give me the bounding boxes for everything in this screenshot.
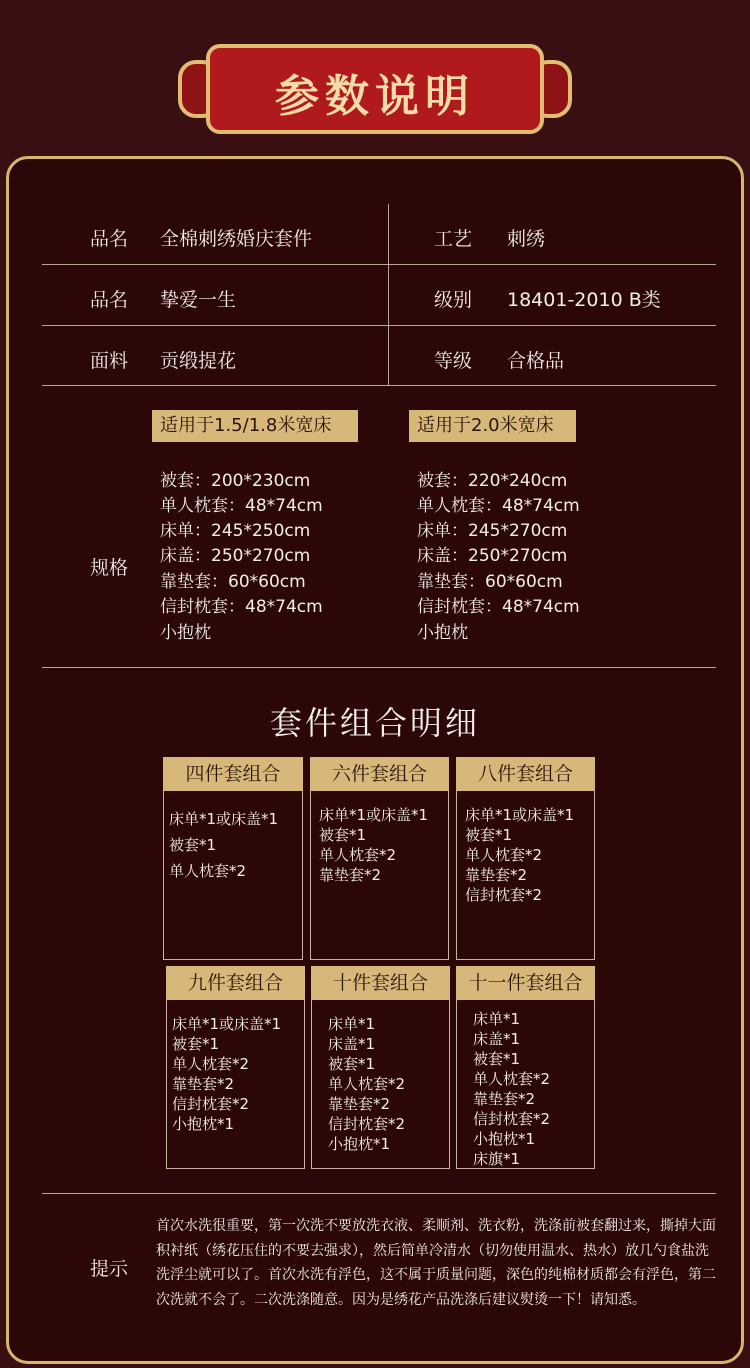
param-value: 合格品	[507, 350, 565, 372]
combo-header: 十件套组合	[311, 966, 450, 1000]
combo-item: 床单*1或床盖*1	[172, 1015, 282, 1033]
param-value: 全棉刺绣婚庆套件	[160, 228, 313, 250]
param-row-divider	[42, 385, 716, 386]
spec-item: 被套：220*240cm	[417, 471, 568, 491]
section-divider	[42, 1193, 716, 1194]
param-label: 品名	[90, 289, 129, 311]
combo-item: 床单*1	[473, 1010, 521, 1028]
combo-item: 信封枕套*2	[172, 1095, 250, 1113]
combo-item: 小抱枕*1	[328, 1135, 391, 1153]
spec-item: 单人枕套：48*74cm	[160, 496, 323, 516]
combo-item-list	[172, 1014, 281, 1134]
combo-item: 信封枕套*2	[328, 1115, 406, 1133]
combo-item: 单人枕套*2	[465, 846, 543, 864]
tip-text: 首次水洗很重要，第一次洗不要放洗衣液、柔顺剂、洗衣粉，洗涤前被套翻过来，撕掉大面积衬纸（绣花压住的不要去强求），然后简单冷清水（切勿使用温水、热水）放几勺食盐洗洗浮尘就可以了。首次水洗有浮色，这不属于质量问题，深色的纯棉材质都会有浮色，第二次洗就不会了。二次洗涤随意。因为是绣花产品洗涤后建议熨烫一下！请知悉。	[156, 1218, 716, 1308]
combo-header: 六件套组合	[310, 757, 449, 791]
spec-item: 被套：200*230cm	[160, 471, 311, 491]
combo-header: 四件套组合	[163, 757, 303, 791]
combo-item: 靠垫套*2	[328, 1095, 391, 1113]
param-value: 刺绣	[507, 228, 546, 250]
combo-item: 单人枕套*2	[169, 862, 247, 880]
spec-column-header: 适用于1.5/1.8米宽床	[152, 410, 358, 442]
param-label: 级别	[434, 289, 473, 311]
combo-item: 单人枕套*2	[172, 1055, 250, 1073]
combo-item-list	[319, 805, 428, 885]
combo-item-list	[473, 1009, 550, 1169]
combo-item: 靠垫套*2	[465, 866, 528, 884]
param-label: 等级	[434, 350, 473, 372]
combo-item: 床单*1或床盖*1	[465, 806, 575, 824]
param-row-divider	[42, 264, 716, 265]
combo-item: 小抱枕*1	[473, 1130, 536, 1148]
param-value: 贡缎提花	[160, 350, 237, 372]
spec-item: 信封枕套：48*74cm	[160, 597, 323, 617]
combo-item: 小抱枕*1	[172, 1115, 235, 1133]
spec-item: 小抱枕	[160, 623, 211, 643]
combo-item: 被套*1	[319, 826, 367, 844]
combo-item: 被套*1	[465, 826, 513, 844]
combo-item: 床盖*1	[328, 1035, 376, 1053]
spec-item: 床盖：250*270cm	[417, 546, 568, 566]
spec-item: 床盖：250*270cm	[160, 546, 311, 566]
combo-item: 信封枕套*2	[465, 886, 543, 904]
combo-item-list	[328, 1014, 405, 1154]
combo-header: 九件套组合	[166, 966, 305, 1000]
combo-item-list	[169, 806, 278, 884]
combo-item: 靠垫套*2	[172, 1075, 235, 1093]
section-divider	[42, 667, 716, 668]
spec-item: 小抱枕	[417, 623, 468, 643]
param-label: 品名	[90, 228, 129, 250]
combo-item: 被套*1	[473, 1050, 521, 1068]
combo-item: 靠垫套*2	[473, 1090, 536, 1108]
combo-item: 被套*1	[172, 1035, 220, 1053]
combo-item: 床盖*1	[473, 1030, 521, 1048]
title-plaque	[178, 44, 572, 134]
combo-item-list	[465, 805, 574, 905]
param-label: 工艺	[434, 228, 473, 250]
combo-item: 被套*1	[169, 836, 217, 854]
combo-item: 床单*1或床盖*1	[319, 806, 429, 824]
spec-item: 信封枕套：48*74cm	[417, 597, 580, 617]
tip-label: 提示	[90, 1258, 129, 1280]
param-value: 18401-2010 B类	[507, 289, 661, 311]
combo-item: 被套*1	[328, 1055, 376, 1073]
combo-item: 床旗*1	[473, 1150, 521, 1168]
combo-item: 信封枕套*2	[473, 1110, 551, 1128]
spec-column-header: 适用于2.0米宽床	[409, 410, 576, 442]
param-table-divider	[388, 204, 389, 386]
combo-item: 床单*1	[328, 1015, 376, 1033]
combo-header: 八件套组合	[456, 757, 595, 791]
param-label: 面料	[90, 350, 129, 372]
combo-item: 靠垫套*2	[319, 866, 382, 884]
combo-header: 十一件套组合	[456, 966, 595, 1000]
combo-item: 床单*1或床盖*1	[169, 810, 279, 828]
spec-item: 靠垫套：60*60cm	[160, 572, 306, 592]
combo-item: 单人枕套*2	[328, 1075, 406, 1093]
combo-item: 单人枕套*2	[473, 1070, 551, 1088]
spec-item: 床单：245*250cm	[160, 521, 311, 541]
spec-item: 靠垫套：60*60cm	[417, 572, 563, 592]
spec-item: 床单：245*270cm	[417, 521, 568, 541]
combo-item: 单人枕套*2	[319, 846, 397, 864]
spec-label: 规格	[90, 557, 129, 579]
spec-item: 单人枕套：48*74cm	[417, 496, 580, 516]
combos-title: 套件组合明细	[269, 704, 480, 742]
param-value: 挚爱一生	[160, 289, 237, 311]
page-title: 参数说明	[275, 71, 475, 122]
param-row-divider	[42, 325, 716, 326]
